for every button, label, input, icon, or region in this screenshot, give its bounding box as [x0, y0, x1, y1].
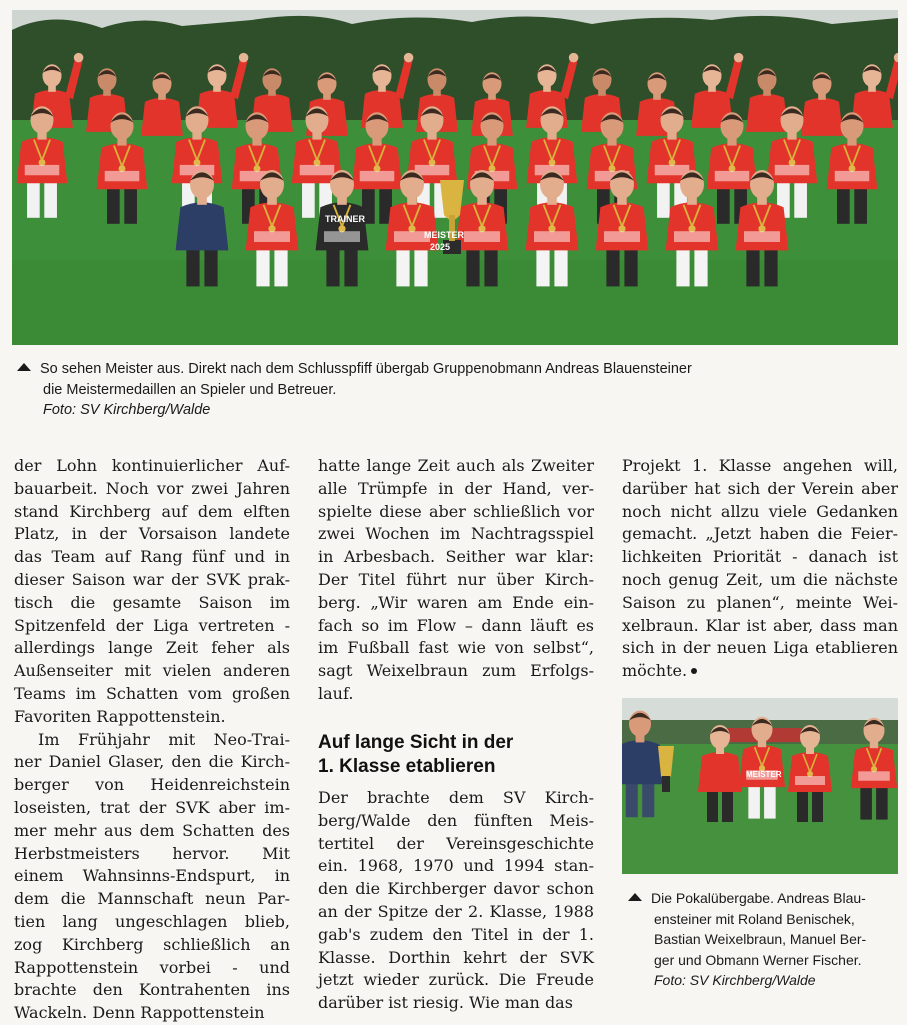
text-line: gemacht. „Jetzt haben die Feier- [622, 524, 898, 544]
text-line: ein. 1968, 1970 und 1994 stan- [318, 856, 594, 876]
subheading-line-2: 1. Klasse etablieren [318, 756, 496, 777]
small-caption-line-3: Bastian Weixelbraun, Manuel Ber- [654, 931, 867, 947]
text-line: allerdings lange Zeit feher als [14, 638, 290, 658]
text-line: Im Frühjahr mit Neo-Trai- [38, 729, 290, 749]
text-line: noch genug Zeit, um die nächste [622, 569, 898, 589]
trophy-photo-caption [628, 888, 898, 991]
caption-triangle-icon [628, 893, 642, 901]
text-line: Der brachte dem SV Kirch- [318, 788, 594, 807]
text-line: Projekt 1. Klasse angehen will, [622, 456, 898, 475]
text-line: darüber ist riesig. Wie man das [318, 993, 573, 1013]
text-line: berg. „Wir waren am Ende ein- [318, 592, 594, 612]
text-line: den die Kirchberger davor schon [318, 879, 594, 899]
text-line: der Lohn kontinuierlicher Auf- [14, 456, 290, 475]
text-line: Der Titel führt nur über Kirch- [318, 569, 594, 589]
team-photo-image [12, 10, 898, 345]
text-line: berg/Walde den fünften Meis- [318, 810, 594, 830]
text-line: das Team auf Rang fünf und in [14, 547, 290, 567]
text-line: jetzt wieder zurück. Die Freude [318, 970, 594, 990]
text-line: lauf. [318, 683, 354, 703]
text-line: Spitzenfeld der Liga vertreten - [14, 615, 290, 635]
shirt-text: MEISTER [746, 770, 782, 779]
text-line: Außenseiter mit vielen anderen [14, 661, 290, 681]
text-line: zwei Wochen im Nachtragsspiel [318, 524, 594, 544]
text-line: Herbstmeisters hervor. Mit [14, 843, 290, 863]
shirt-text: MEISTER [424, 230, 465, 240]
text-line: lichkeiten Priorität - danach ist [622, 547, 898, 567]
end-mark-icon [691, 668, 697, 674]
text-line: ner Daniel Glaser, den die Kirch- [14, 752, 290, 772]
text-line: darüber hat sich der Verein aber [622, 478, 898, 498]
text-line: Teams im Schatten vom großen [14, 683, 290, 703]
text-line: dem die Mannschaft neun Par- [14, 889, 290, 909]
text-line: sagt Weixelbraun zum Erfolgs- [318, 661, 594, 681]
trophy-photo [622, 698, 898, 874]
subheading-line-1: Auf lange Sicht in der [318, 732, 514, 753]
text-line: tisch die gesamte Saison im [14, 592, 290, 612]
team-photo [12, 10, 898, 345]
jersey-text: TRAINER [325, 214, 365, 224]
text-line: fach so im Flow – dann läuft es [318, 615, 594, 635]
subheading [318, 731, 598, 779]
text-line: tien lang ungeschlagen blieb, [14, 911, 290, 931]
text-line: in Arbesbach. Seither war klar: [318, 547, 594, 567]
text-line: zog Kirchberg schließlich an [14, 934, 290, 954]
text-line: xelbraun. Klar ist aber, dass man [622, 615, 898, 635]
article-column-2-bottom [318, 787, 594, 1015]
caption-line-1: So sehen Meister aus. Direkt nach dem Schlusspfiff übergab Gruppenobmann Andreas Blauensteiner [40, 361, 692, 377]
small-caption-line-1: Die Pokalübergabe. Andreas Blau- [651, 890, 866, 906]
small-photo-credit: Foto: SV Kirchberg/Walde [654, 972, 816, 988]
text-line: noch nicht allzu viele Gedanken [622, 501, 898, 521]
text-line: Favoriten Rappottenstein. [14, 706, 226, 726]
text-line: möchte. [622, 660, 898, 683]
article-column-2-top [318, 455, 594, 706]
text-line: gab's zudem den Titel in der 1. [318, 924, 594, 944]
text-line: brachte den Kontrahenten ins [14, 980, 290, 1000]
team-photo-caption [17, 359, 877, 421]
caption-triangle-icon [17, 363, 31, 371]
text-line: Platz, in der Vorsaison landete [14, 524, 290, 544]
small-caption-line-2: ensteiner mit Roland Benischek, [654, 910, 855, 927]
photo-credit: Foto: SV Kirchberg/Walde [43, 402, 211, 418]
text-line: sich in der neuen Liga etablieren [622, 638, 898, 658]
text-line: einem Wahnsinns-Endspurt, in [14, 866, 290, 886]
text-line: mer mehr aus dem Schatten des [14, 820, 290, 840]
article-column-1 [14, 455, 290, 1025]
caption-line-2: die Meistermedaillen an Spieler und Betreuer. [43, 381, 337, 398]
text-line: dieser Saison war der SVK prak- [14, 569, 290, 589]
text-line: Klasse. Dorthin kehrt der SVK [318, 947, 594, 967]
text-line: tertitel der Vereinsgeschichte [318, 833, 594, 853]
text-line: hatte lange Zeit auch als Zweiter [318, 456, 594, 475]
small-caption-line-4: ger und Obmann Werner Fischer. [654, 951, 862, 968]
text-line: berger von Heidenreichstein [14, 775, 290, 795]
text-line: im Fußball fast wie von selbst“, [318, 638, 594, 658]
text-line: an der Spitze der 2. Klasse, 1988 [318, 901, 594, 921]
text-line: alle Trümpfe in der Hand, ver- [318, 478, 594, 498]
text-line: stand Kirchberg auf dem elften [14, 501, 290, 521]
shirt-year: 2025 [430, 242, 451, 252]
trophy-photo-image [622, 698, 898, 874]
text-line: loseisten, trat der SVK aber im- [14, 797, 290, 817]
text-line: Wackeln. Denn Rappottenstein [14, 1003, 265, 1023]
article-column-3 [622, 455, 898, 683]
text-line: Rappottenstein vorbei - und [14, 957, 290, 977]
text-line: Saison zu planen“, meinte Wei- [622, 592, 898, 612]
trophy-base [662, 776, 670, 792]
text-line: spielte diese aber schließlich vor [318, 501, 594, 521]
text-line: bauarbeit. Noch vor zwei Jahren [14, 478, 290, 498]
